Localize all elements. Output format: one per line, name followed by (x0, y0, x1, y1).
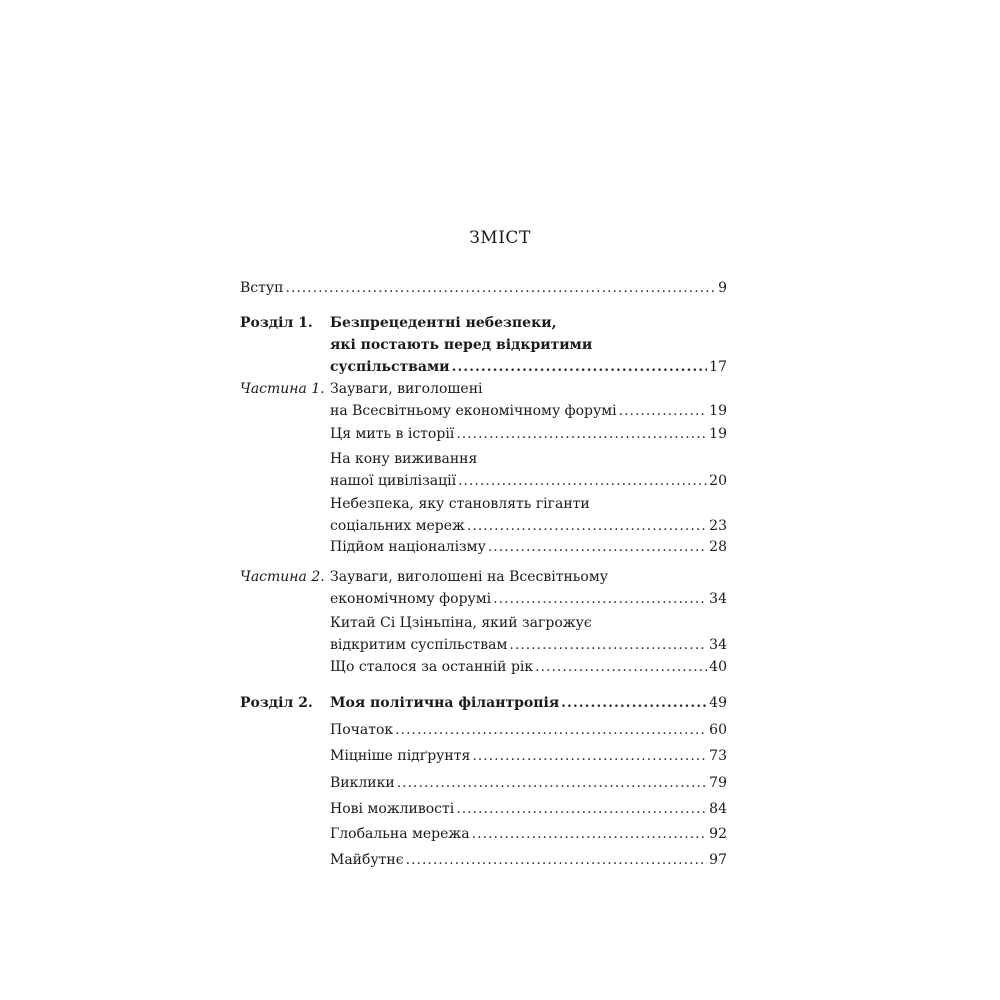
dot-leader (509, 634, 707, 656)
dot-leader (458, 470, 707, 492)
toc-entry-title-line: Небезпека, яку становлять гіганти (330, 496, 590, 512)
dot-leader (619, 400, 708, 422)
page-number: 34 (709, 591, 727, 607)
dot-leader (493, 588, 707, 610)
toc-entry-title: Вступ (240, 280, 284, 296)
toc-entry-title: Виклики (330, 775, 395, 791)
dot-leader (467, 515, 707, 537)
toc-entry-title: відкритим суспільствам (330, 637, 508, 653)
toc-entry-title: Міцніше підґрунтя (330, 748, 471, 764)
chapter-label: Розділ 1. (240, 315, 313, 331)
dot-leader (452, 356, 708, 378)
page-number: 19 (709, 426, 727, 442)
part-label: Частина 1. (240, 381, 325, 397)
toc-entry-title: Глобальна мережа (330, 826, 470, 842)
page-number: 92 (709, 826, 727, 842)
toc-entry-title-line: На кону виживання (330, 451, 478, 467)
toc-entry-title-line: Безпрецедентні небезпеки, (330, 315, 557, 331)
toc-entry-title: Що сталося за останній рік (330, 659, 534, 675)
dot-leader (397, 772, 707, 794)
toc-entry-title: Початок (330, 722, 394, 738)
toc-entry-title: Моя політична філантропія (330, 695, 560, 711)
page-number: 79 (709, 775, 727, 791)
page-number: 19 (709, 403, 727, 419)
page-number: 40 (709, 659, 727, 675)
toc-entry-title: на Всесвітньому економічному форумі (330, 403, 617, 419)
dot-leader (456, 798, 707, 820)
page-title: ЗМІСТ (469, 228, 531, 248)
dot-leader (456, 423, 707, 445)
page-number: 34 (709, 637, 727, 653)
dot-leader (488, 536, 707, 558)
page-number: 20 (709, 473, 727, 489)
page-number: 97 (709, 852, 727, 868)
toc-entry-title: Майбутнє (330, 852, 404, 868)
page-number: 60 (709, 722, 727, 738)
toc-entry-title: Підйом націоналізму (330, 539, 486, 555)
page-number: 49 (709, 695, 727, 711)
dot-leader (472, 745, 707, 767)
toc-entry-title-line: Китай Сі Цзіньпіна, який загрожує (330, 615, 592, 631)
part-label: Частина 2. (240, 569, 325, 585)
toc-entry-title-line: Зауваги, виголошені (330, 381, 483, 397)
dot-leader (561, 692, 707, 714)
dot-leader (285, 277, 716, 299)
dot-leader (472, 823, 708, 845)
page-number: 73 (709, 748, 727, 764)
toc-entry-title-line: які постають перед відкритими (330, 337, 593, 353)
dot-leader (406, 849, 708, 871)
page-number: 9 (718, 280, 727, 296)
toc-entry-title-line: Зауваги, виголошені на Всесвітньому (330, 569, 608, 585)
table-of-contents (240, 0, 727, 1000)
dot-leader (395, 719, 707, 741)
dot-leader (535, 656, 707, 678)
page-number: 84 (709, 801, 727, 817)
toc-entry-title: Ця мить в історії (330, 426, 455, 442)
toc-entry-title: суспільствами (330, 359, 450, 375)
toc-entry-title: соціальних мереж (330, 518, 465, 534)
page-number: 17 (709, 359, 727, 375)
page-number: 23 (709, 518, 727, 534)
toc-entry-title: нашої цивілізації (330, 473, 457, 489)
page-number: 28 (709, 539, 727, 555)
toc-entry-title: Нові можливості (330, 801, 455, 817)
toc-entry-title: економічному форумі (330, 591, 492, 607)
chapter-label: Розділ 2. (240, 695, 313, 711)
